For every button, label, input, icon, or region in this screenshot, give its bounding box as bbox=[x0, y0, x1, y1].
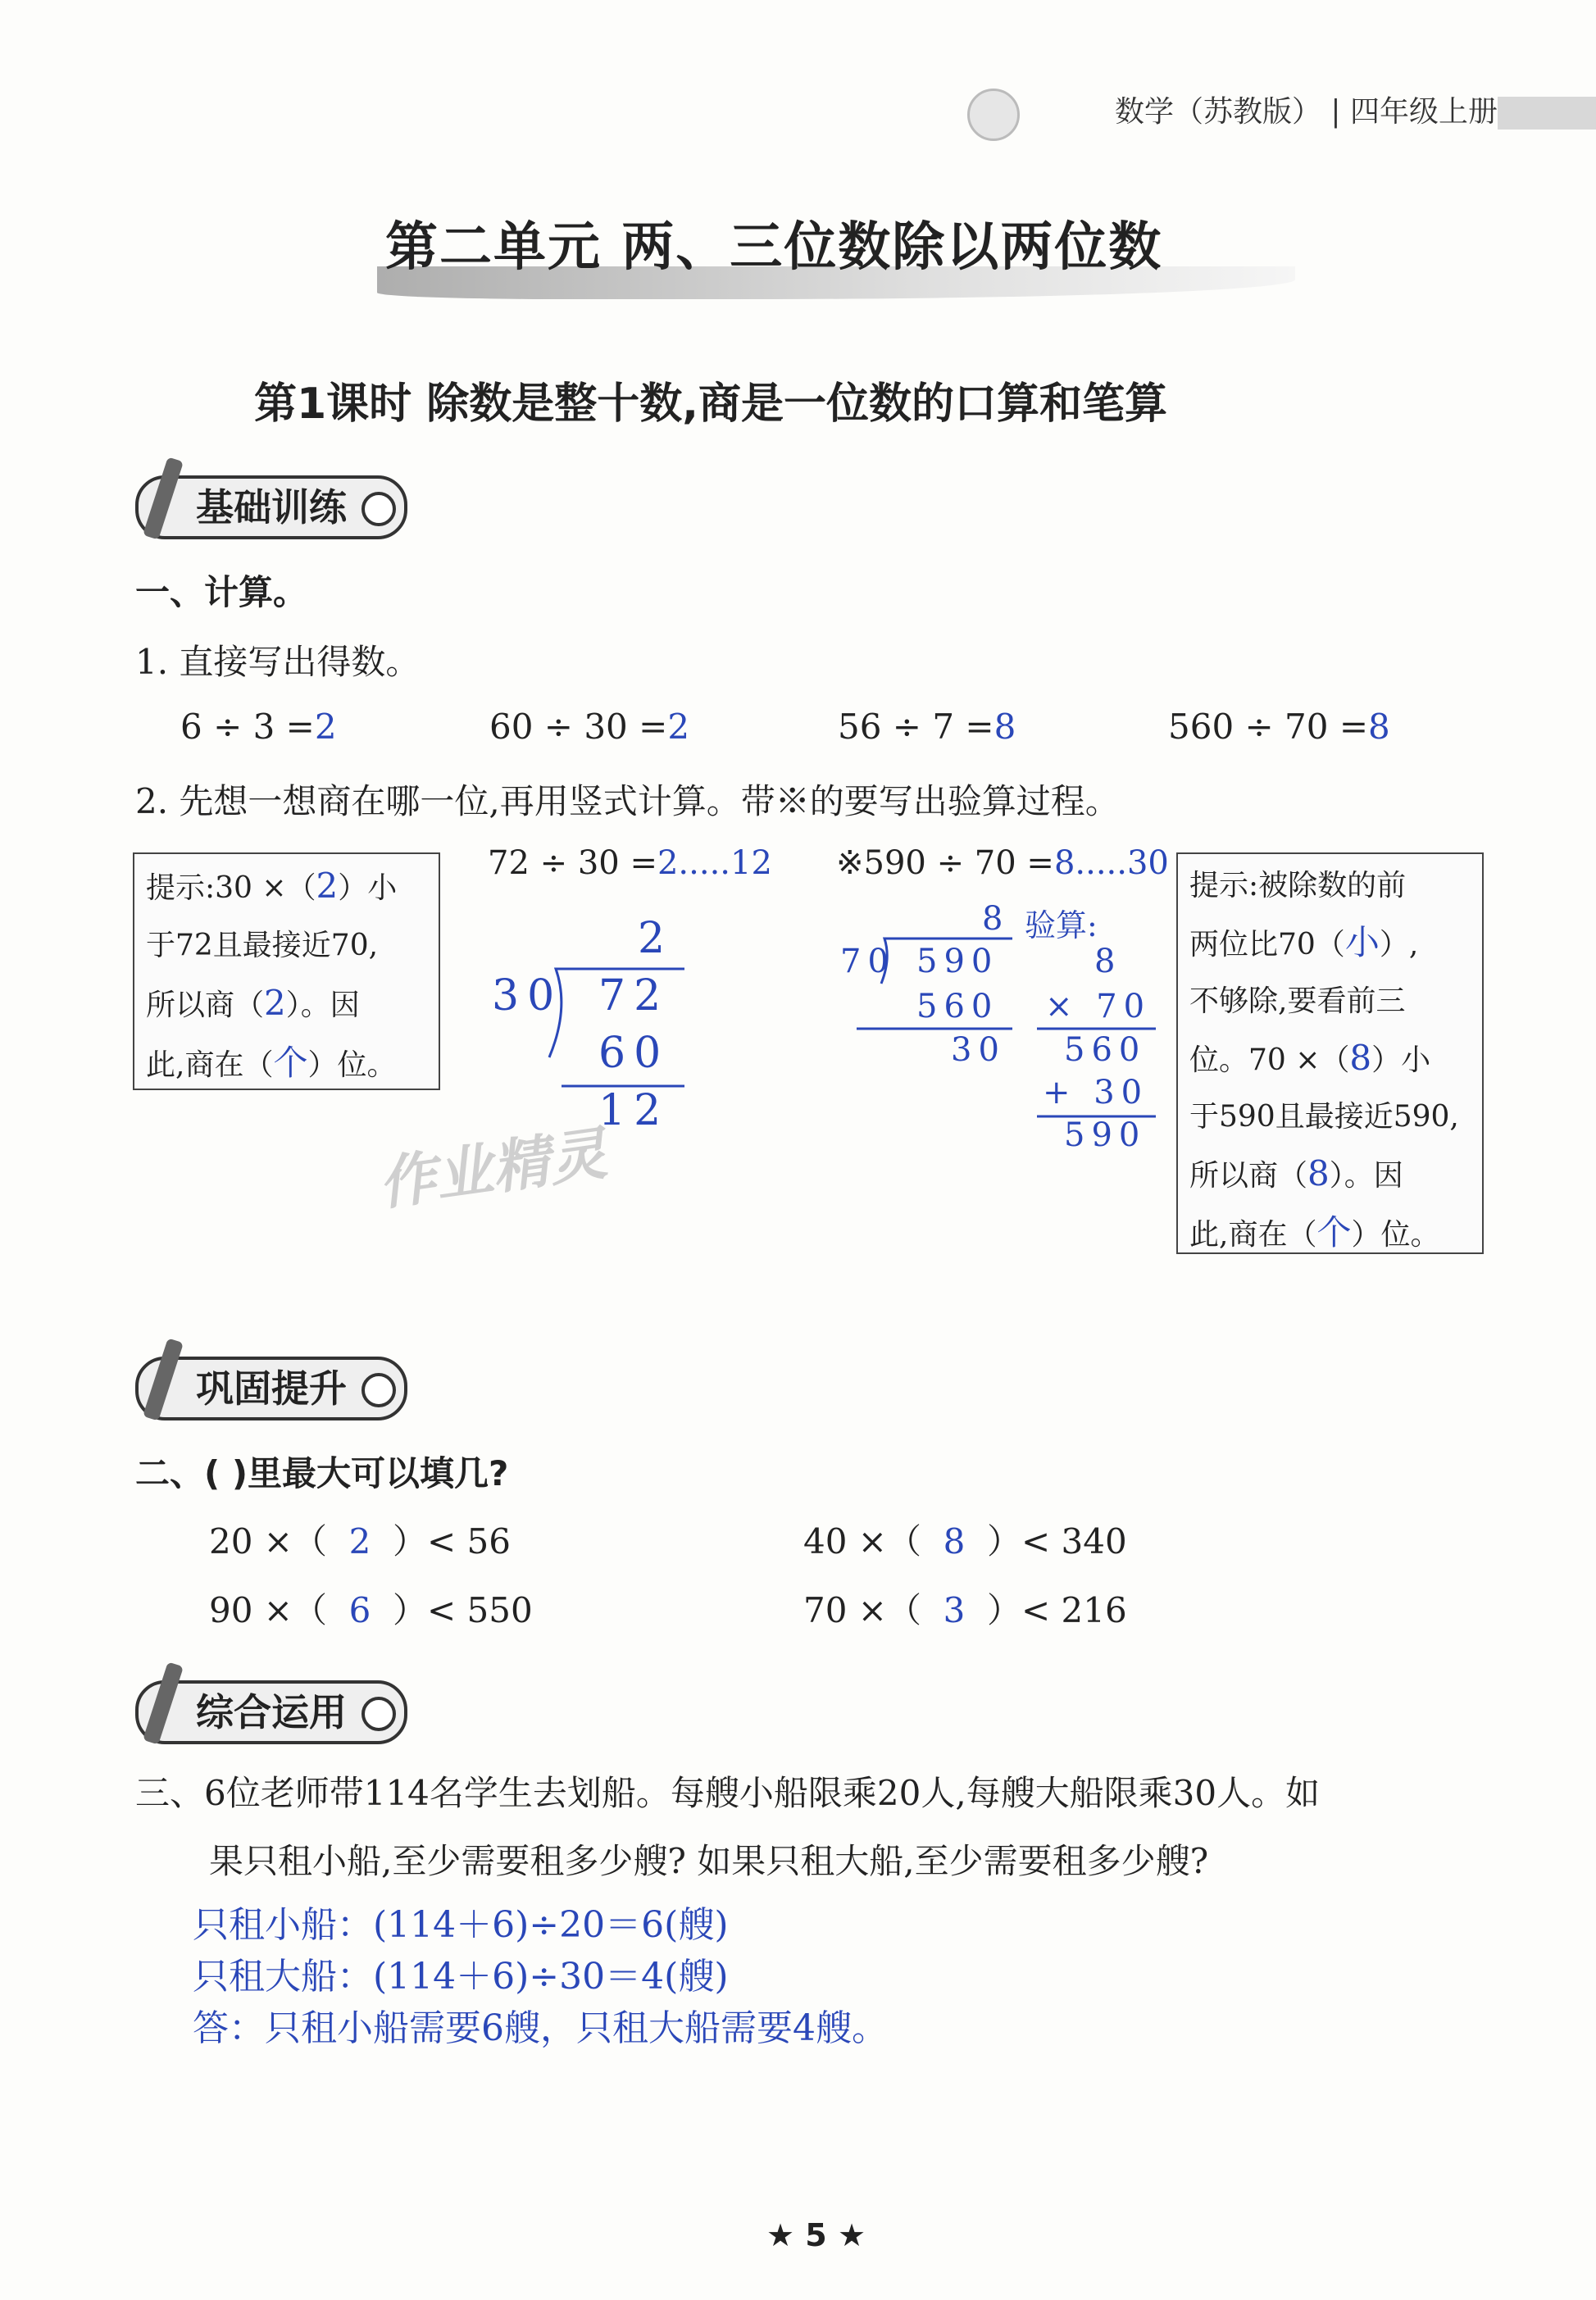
ld2-bracket bbox=[857, 930, 1021, 1037]
check-lines bbox=[1033, 1025, 1164, 1123]
q1-sub2: 2. 先想一想商在哪一位,再用竖式计算。带※的要写出验算过程。 bbox=[135, 781, 1120, 821]
unit-title: 第二单元 两、三位数除以两位数 bbox=[385, 217, 1163, 278]
section-label: 综合运用 bbox=[196, 1690, 347, 1734]
answer: 8 bbox=[994, 707, 1016, 747]
ld1-subtrahend: 60 bbox=[598, 1029, 670, 1078]
answer: 2 bbox=[667, 707, 690, 747]
check-a: 8 bbox=[1094, 943, 1122, 980]
ld2-divisor: 70 bbox=[840, 943, 895, 980]
pencil-icon bbox=[143, 1661, 184, 1744]
hint-line: 此,商在（个）位。 bbox=[146, 1043, 397, 1083]
q1-heading: 一、计算。 bbox=[135, 572, 308, 612]
q3-answer-2: 只租大船：(114＋6)÷30＝4(艘) bbox=[193, 1956, 729, 1998]
sun-icon bbox=[967, 89, 1020, 141]
section-label: 基础训练 bbox=[196, 485, 347, 530]
q3-answer-3: 答：只租小船需要6艘，只租大船需要4艘。 bbox=[193, 2007, 888, 2049]
section-badge-consolidate bbox=[135, 1357, 407, 1420]
q1-sub1: 1. 直接写出得数。 bbox=[135, 642, 421, 682]
fill-item: 20 ×（ 2 ）< 56 bbox=[209, 1521, 511, 1561]
oral-item: 56 ÷ 7 =8 bbox=[838, 707, 1016, 747]
q3-line1: 三、6位老师带114名学生去划船。每艘小船限乘20人,每艘大船限乘30人。如 bbox=[135, 1773, 1321, 1813]
header-book: 数学（苏教版） bbox=[1114, 95, 1321, 129]
ld2-quotient: 8 bbox=[982, 900, 1010, 938]
oral-item: 6 ÷ 3 =2 bbox=[180, 707, 337, 747]
watermark: 作业精灵 bbox=[374, 1119, 612, 1219]
hint-line: 提示:30 ×（2）小 bbox=[146, 866, 398, 906]
header-bar bbox=[1498, 97, 1596, 130]
section-label: 巩固提升 bbox=[196, 1366, 347, 1411]
q3-line2: 果只租小船,至少需要租多少艘? 如果只租大船,至少需要租多少艘? bbox=[209, 1841, 1209, 1881]
fill-item: 90 ×（ 6 ）< 550 bbox=[209, 1590, 533, 1630]
section-badge-apply bbox=[135, 1680, 407, 1744]
pencil-icon bbox=[143, 457, 184, 539]
check-label: 验算: bbox=[1025, 907, 1098, 943]
check-e: 590 bbox=[1064, 1116, 1147, 1154]
ring-icon bbox=[361, 1697, 396, 1731]
running-header: 数学（苏教版） | 四年级上册 bbox=[1114, 95, 1498, 129]
q3-answer-1: 只租小船：(114＋6)÷20＝6(艘) bbox=[193, 1904, 729, 1946]
oral-item: 560 ÷ 70 =8 bbox=[1168, 707, 1390, 747]
ring-icon bbox=[361, 1373, 396, 1407]
division-expr-1: 72 ÷ 30 =2.....12 bbox=[488, 844, 772, 882]
hint-line: 所以商（2）。因 bbox=[146, 983, 360, 1023]
ld1-bracket bbox=[533, 959, 697, 1098]
hint-line: 于72且最接近70, bbox=[146, 929, 379, 962]
fill-item: 40 ×（ 8 ）< 340 bbox=[803, 1521, 1127, 1561]
check-d: + 30 bbox=[1043, 1074, 1149, 1111]
hint-box-1 bbox=[133, 852, 440, 1090]
ld2-subtrahend: 560 bbox=[916, 988, 999, 1025]
check-b: × 70 bbox=[1045, 988, 1152, 1025]
answer: 8.....30 bbox=[1053, 844, 1169, 882]
hint-box-2: 提示:被除数的前 两位比70（小）, 不够除,要看前三 位。70 ×（8）小 于590且最接近590, 所以商（8）。因 此,商在（个）位。 bbox=[1176, 852, 1484, 1254]
division-expr-2: ※590 ÷ 70 =8.....30 bbox=[836, 844, 1169, 882]
check-c: 560 bbox=[1064, 1031, 1147, 1069]
ring-icon bbox=[361, 492, 396, 526]
answer: 2 bbox=[314, 707, 337, 747]
lesson-title: 第1课时 除数是整十数,商是一位数的口算和笔算 bbox=[254, 380, 1168, 429]
q2-heading: 二、( )里最大可以填几? bbox=[135, 1453, 509, 1493]
ld2-dividend: 590 bbox=[916, 943, 999, 980]
oral-item: 60 ÷ 30 =2 bbox=[489, 707, 690, 747]
answer: 2.....12 bbox=[657, 844, 772, 882]
page-number: ★ 5 ★ bbox=[766, 2217, 866, 2253]
pencil-icon bbox=[143, 1338, 184, 1420]
header-grade: 四年级上册 bbox=[1349, 95, 1498, 129]
ld1-quotient: 2 bbox=[638, 914, 674, 963]
fill-item: 70 ×（ 3 ）< 216 bbox=[803, 1590, 1127, 1630]
ld1-divisor: 30 bbox=[492, 971, 563, 1020]
ld1-remainder: 12 bbox=[598, 1086, 670, 1135]
section-badge-basic bbox=[135, 475, 407, 539]
ld1-dividend: 72 bbox=[598, 971, 670, 1020]
ld2-remainder: 30 bbox=[951, 1031, 1006, 1069]
answer: 8 bbox=[1368, 707, 1390, 747]
